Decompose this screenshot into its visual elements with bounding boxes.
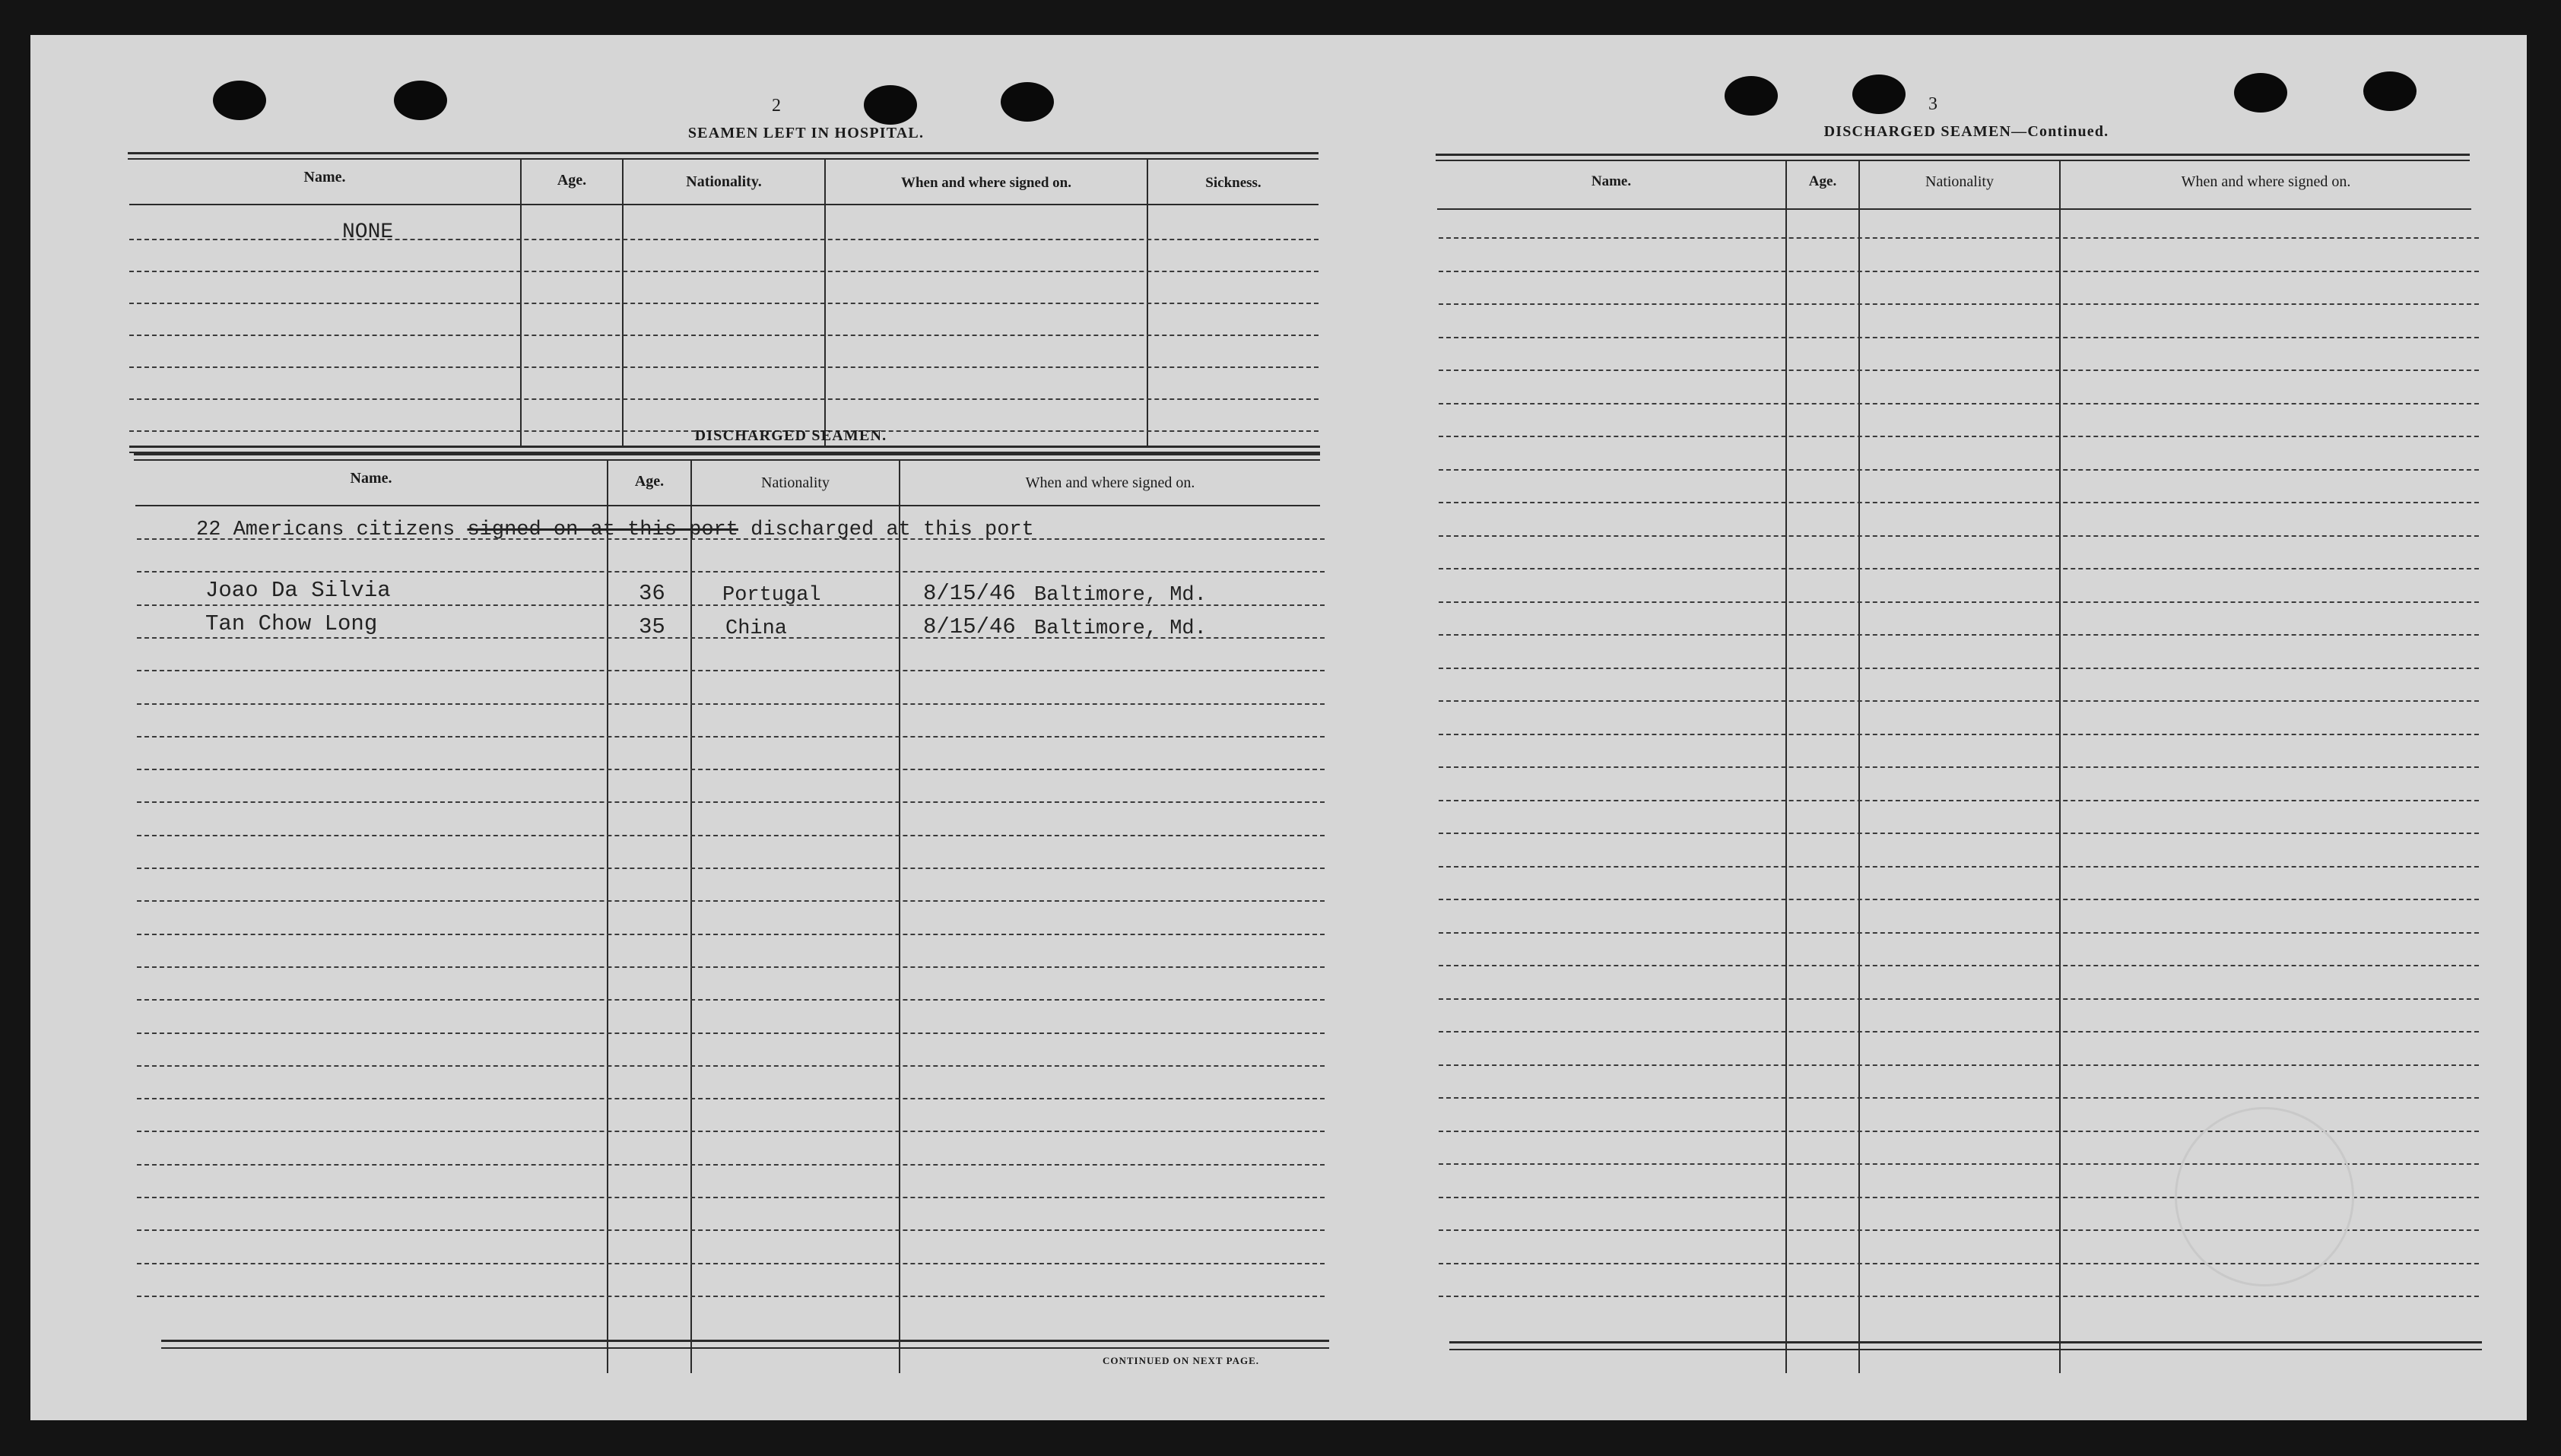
form-line: [137, 604, 1325, 606]
form-line: [1439, 601, 2479, 603]
seaman-name: Tan Chow Long: [205, 611, 378, 636]
form-line: [137, 934, 1325, 935]
hospital-header-nationality: Nationality.: [686, 173, 762, 190]
rule: [134, 459, 1320, 461]
form-line: [137, 900, 1325, 902]
note-suffix: discharged at this port: [751, 519, 1034, 541]
form-line: [1439, 568, 2479, 569]
seaman-age: 35: [639, 614, 665, 639]
rule: [1449, 1349, 2482, 1350]
right-section-title: DISCHARGED SEAMEN—Continued.: [1823, 123, 2109, 140]
document-sheet: [30, 35, 2527, 1420]
rule: [1449, 1341, 2482, 1343]
hospital-section-title: SEAMEN LEFT IN HOSPITAL.: [687, 125, 925, 141]
form-line: [1439, 469, 2479, 471]
form-line: [1439, 965, 2479, 966]
form-line: [1439, 899, 2479, 900]
form-line: [129, 398, 1319, 400]
punch-hole-icon: [394, 81, 447, 120]
form-line: [1439, 932, 2479, 934]
form-line: [1439, 734, 2479, 735]
form-line: [1439, 634, 2479, 636]
form-line: [1439, 403, 2479, 404]
form-line: [1439, 535, 2479, 537]
signed-on-place: Baltimore, Md.: [1034, 584, 1207, 607]
form-line: [1439, 800, 2479, 801]
rule: [1436, 154, 2470, 156]
hospital-header-age: Age.: [557, 172, 587, 189]
form-line: [1439, 866, 2479, 868]
discharged-header-age: Age.: [634, 473, 665, 490]
signed-on-date: 8/15/46: [923, 614, 1016, 639]
form-line: [1439, 370, 2479, 371]
form-line: [137, 1296, 1325, 1297]
form-line: [137, 1229, 1325, 1231]
form-line: [137, 1033, 1325, 1034]
seaman-name: Joao Da Silvia: [205, 578, 391, 603]
form-line: [129, 303, 1319, 304]
form-line: [1439, 668, 2479, 669]
form-line: [1439, 1031, 2479, 1033]
seaman-nationality: China: [725, 617, 788, 640]
discharged-header-signed-on: When and where signed on.: [1025, 474, 1195, 491]
rule: [161, 1340, 1329, 1342]
punch-hole-icon: [1852, 75, 1906, 114]
punch-hole-icon: [2234, 73, 2287, 113]
discharged-header-name: Name.: [350, 470, 392, 487]
seaman-nationality: Portugal: [722, 584, 821, 607]
form-line: [1439, 766, 2479, 768]
rule: [1436, 160, 2470, 161]
form-line: [129, 335, 1319, 336]
left-page-number: 2: [772, 96, 781, 116]
right-page-number: 3: [1928, 94, 1937, 114]
form-line: [137, 1263, 1325, 1264]
form-line: [137, 966, 1325, 968]
form-line: [137, 736, 1325, 738]
form-line: [1439, 337, 2479, 338]
form-line: [1439, 833, 2479, 834]
discharged-header-nationality: Nationality: [761, 474, 830, 491]
form-line: [137, 637, 1325, 639]
rule: [129, 204, 1319, 205]
discharged-section-title: DISCHARGED SEAMEN.: [694, 427, 887, 444]
note-struck-text: signed on at this port: [467, 519, 738, 541]
form-line: [1439, 271, 2479, 272]
form-line: [137, 1098, 1325, 1099]
form-line: [1439, 998, 2479, 1000]
hospital-header-signed-on: When and where signed on.: [900, 175, 1071, 191]
hospital-entry: NONE: [342, 220, 394, 244]
form-line: [1439, 303, 2479, 305]
form-line: [137, 538, 1325, 540]
rule: [128, 158, 1319, 160]
rule: [161, 1347, 1329, 1349]
form-line: [1439, 237, 2479, 239]
hospital-header-sickness: Sickness.: [1205, 175, 1261, 191]
form-line: [137, 868, 1325, 869]
faded-stamp: [2175, 1107, 2354, 1286]
form-line: [137, 769, 1325, 770]
right-header-name: Name.: [1591, 173, 1632, 189]
continued-footer: CONTINUED ON NEXT PAGE.: [1103, 1355, 1259, 1366]
form-line: [137, 1131, 1325, 1132]
form-line: [1439, 1064, 2479, 1066]
punch-hole-icon: [1725, 76, 1778, 116]
form-line: [137, 703, 1325, 705]
hospital-header-name: Name.: [303, 169, 346, 186]
rule: [134, 453, 1320, 455]
column-divider: [690, 459, 692, 1373]
form-line: [129, 271, 1319, 272]
punch-hole-icon: [1001, 82, 1054, 122]
signed-on-date: 8/15/46: [923, 581, 1016, 606]
right-header-age: Age.: [1808, 173, 1837, 189]
form-line: [1439, 1296, 2479, 1297]
form-line: [129, 366, 1319, 368]
punch-hole-icon: [864, 85, 917, 125]
column-divider: [899, 459, 900, 1373]
right-header-signed-on: When and where signed on.: [2181, 173, 2351, 190]
rule: [1437, 208, 2471, 210]
form-line: [137, 835, 1325, 836]
rule: [129, 446, 1320, 448]
note-prefix: 22 Americans citizens: [196, 519, 455, 541]
form-line: [137, 1164, 1325, 1166]
signed-on-place: Baltimore, Md.: [1034, 617, 1207, 640]
form-line: [137, 801, 1325, 803]
form-line: [1439, 502, 2479, 503]
form-line: [1439, 436, 2479, 437]
form-line: [1439, 700, 2479, 702]
form-line: [137, 999, 1325, 1001]
form-line: [137, 1197, 1325, 1198]
form-line: [137, 1065, 1325, 1067]
form-line: [137, 670, 1325, 671]
rule: [128, 152, 1319, 154]
form-line: [137, 571, 1325, 573]
punch-hole-icon: [213, 81, 266, 120]
form-line: [129, 239, 1319, 240]
rule: [135, 505, 1320, 506]
punch-hole-icon: [2363, 71, 2417, 111]
seaman-age: 36: [639, 581, 665, 606]
column-divider: [607, 459, 608, 1373]
form-line: [1439, 1097, 2479, 1099]
right-header-nationality: Nationality: [1925, 173, 1994, 190]
